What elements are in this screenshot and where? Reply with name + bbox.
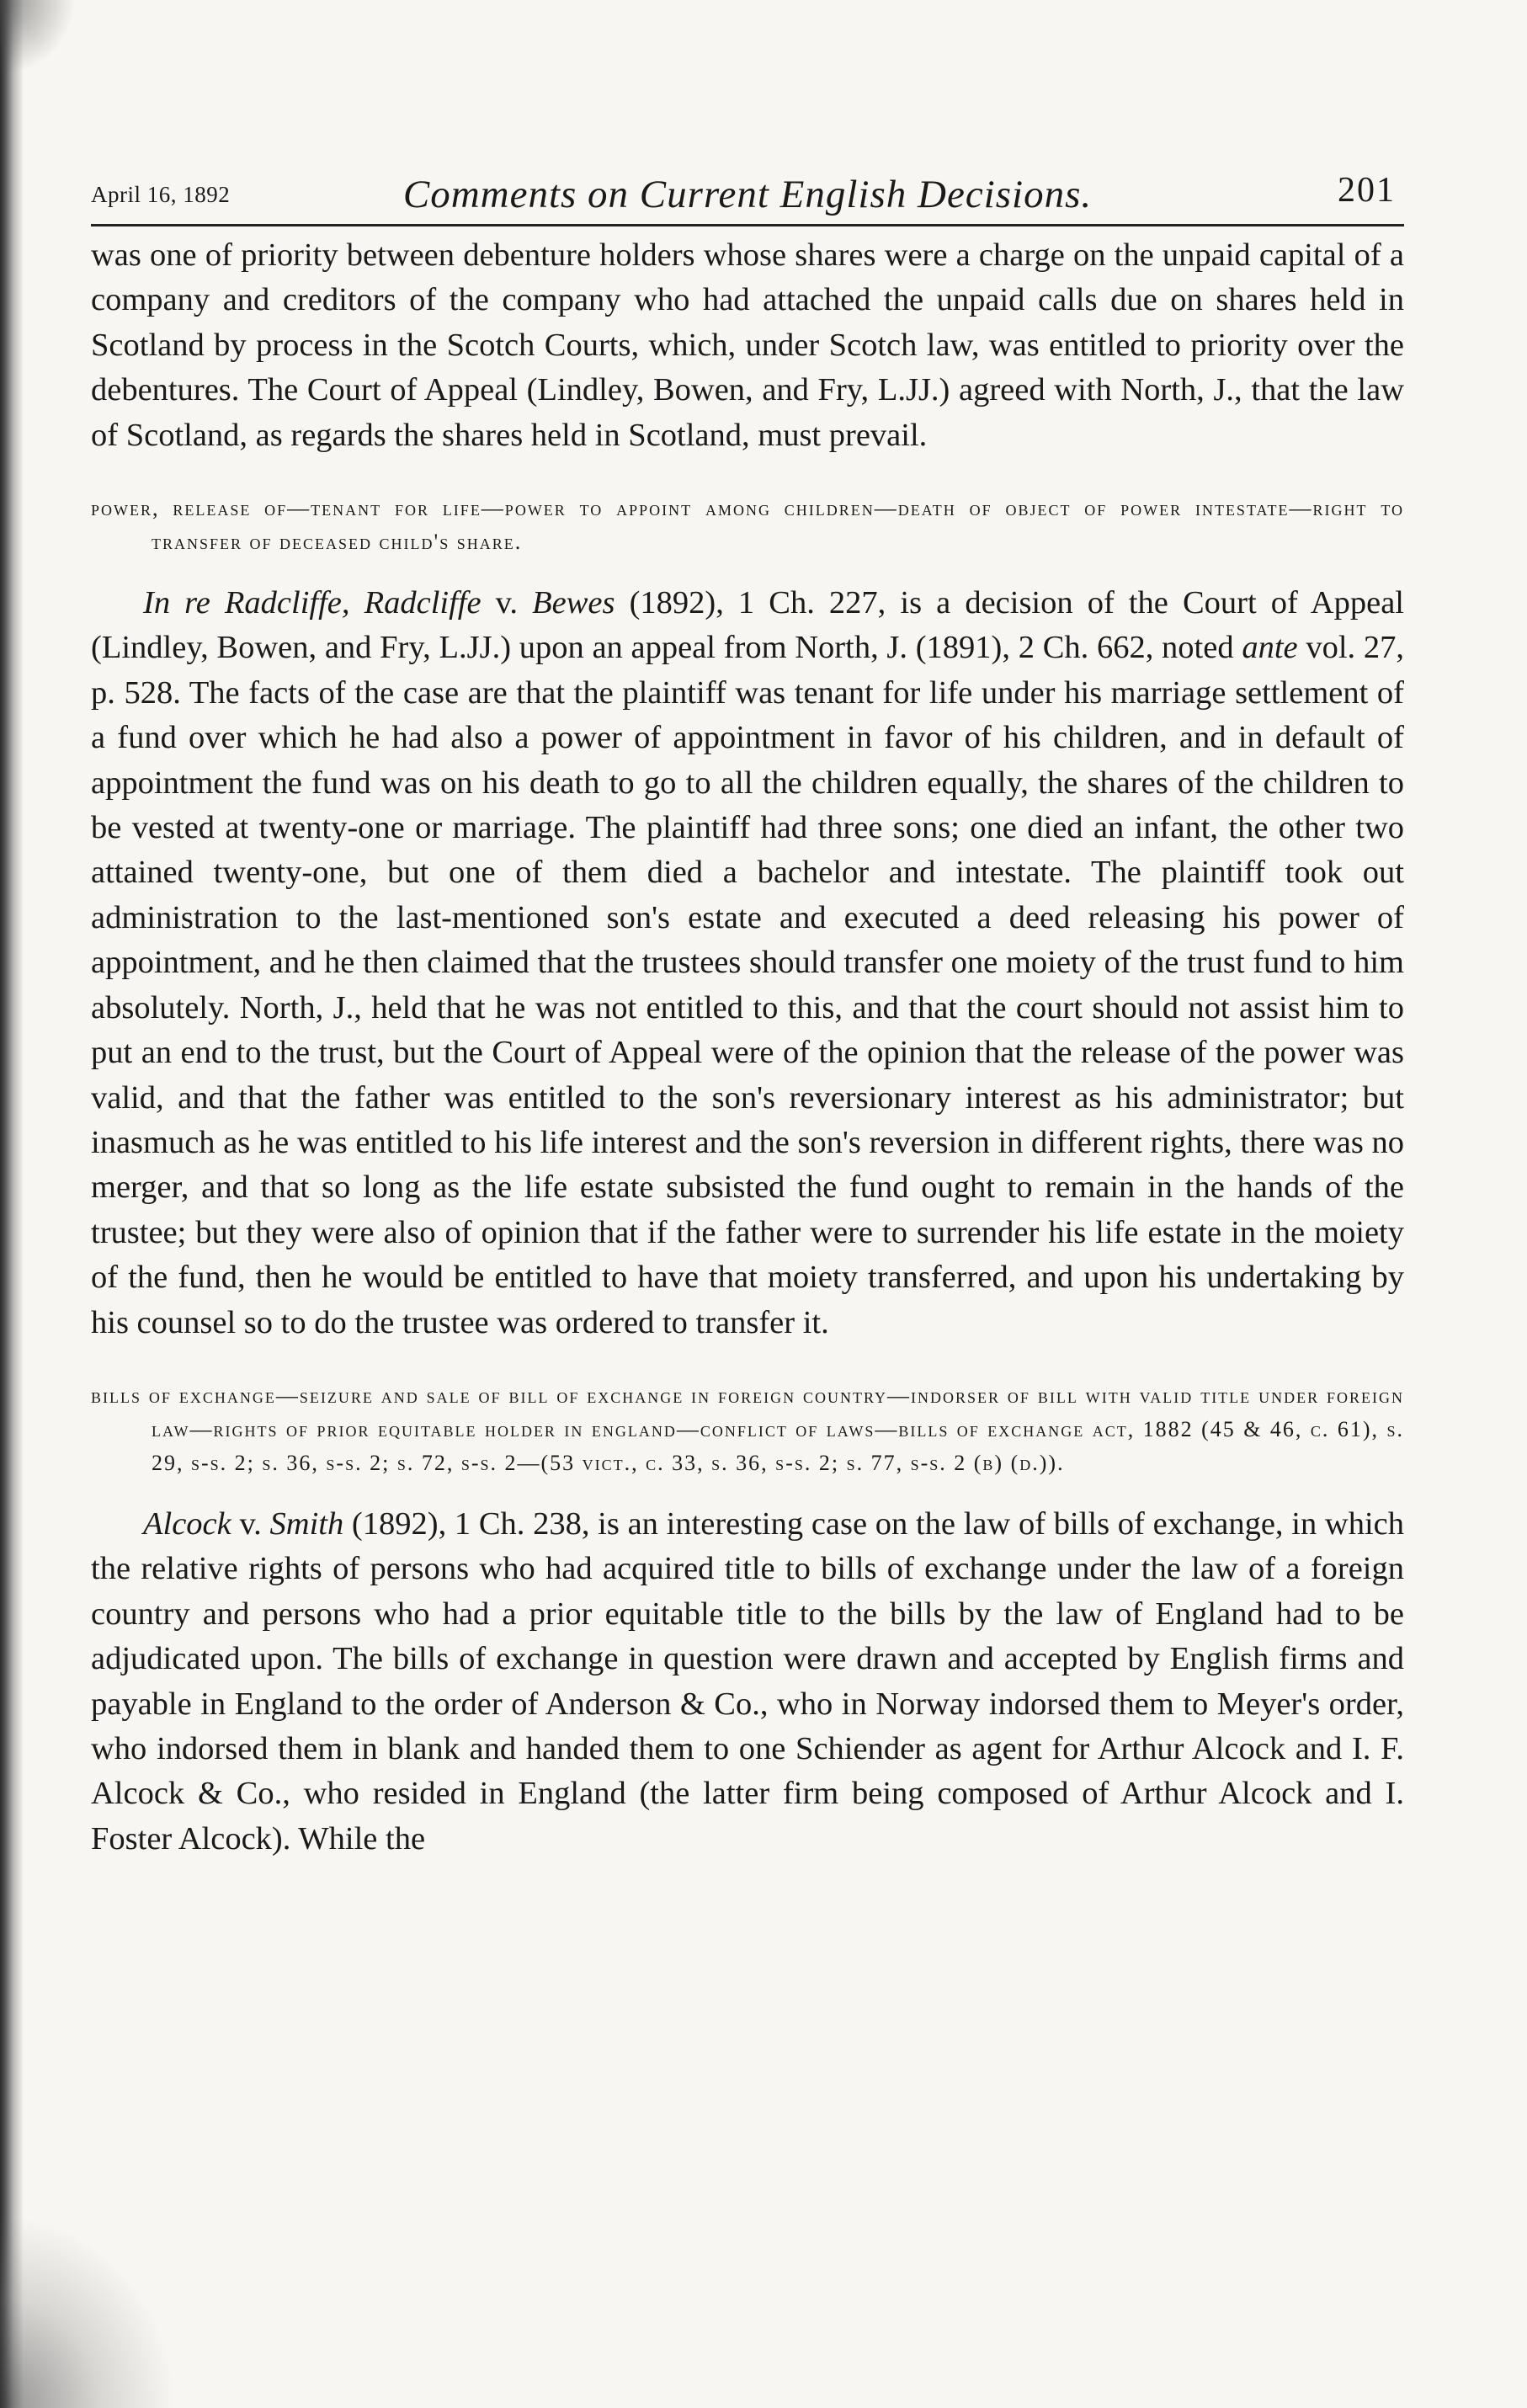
case-party-bewes: Bewes [532, 585, 615, 621]
section-heading-power-release: power, release of—tenant for life—power to appoint among children—death of object of power intestate—right to transfer of deceased child's share. [91, 496, 1404, 555]
section-heading-bills-of-exchange: bills of exchange—seizure and sale of bill of exchange in foreign country—indorser of bill with valid title under foreign law—rights of prior equitable holder in england—conflict of laws—bills of exchange act, 1882 (45 & 46, c. 61), s. 29, s-s. 2; s. 36, s-s. 2; s. 72, s-s. 2—(53 vict., c. 33, s. 36, s-s. 2; s. 77, s-s. 2 (b) (d.)). [91, 1382, 1404, 1475]
header-title: Comments on Current English Decisions. [402, 173, 1093, 216]
case-name-alcock: Alcock [143, 1505, 231, 1542]
case-versus: v. [231, 1505, 270, 1542]
case-versus: v. [481, 585, 533, 621]
header-date: April 16, 1892 [91, 182, 231, 207]
running-head [91, 160, 1404, 219]
paragraph-radcliffe-text-2: vol. 27, p. 528. The facts of the case are that the plaintiff was tenant for life under his marriage settlement of a fund over which he had also a power of appointment in favor of his children, and in default of appointment the fund was on his death to go to all the children equally, the shares of the children to be vested at twenty-one or marriage. The plaintiff had three sons; one died an infant, the other two attained twenty-one, but one of them died a bachelor and intestate. The plaintiff took out administration to the last-mentioned son's estate and executed a deed releasing his power of appointment, and he then claimed that the trustees should transfer one moiety of the trust fund to him absolutely. North, J., held that he was not entitled to this, and that the court should not assist him to put an end to the trust, but the Court of Appeal were of the opinion that the release of the power was valid, and that the father was entitled to the son's reversionary interest as his administrator; but inasmuch as he was entitled to his life interest and the son's reversion in different rights, there was no merger, and that so long as the life estate subsisted the fund ought to remain in the hands of the trustee; but they were also of opinion that if the father were to surrender his life estate in the moiety of the fund, then he would be entitled to have that moiety transferred, and upon his undertaking by his counsel so to do the trustee was ordered to transfer it. [91, 630, 1404, 1340]
case-name-radcliffe: In re Radcliffe, Radcliffe [143, 585, 482, 621]
paragraph-radcliffe [91, 581, 1404, 1345]
page [91, 160, 1404, 1862]
paragraph-alcock [91, 1502, 1404, 1862]
scan-shadow-top-left [0, 0, 76, 76]
paragraph-radcliffe-text-1: (1892), 1 Ch. 227, is a decision of the Court of Appeal (Lindley, Bowen, and Fry, L.JJ.) upon an appeal from North, J. (1891), 2 Ch. 662, noted [91, 585, 1404, 666]
page-number: 201 [1338, 171, 1396, 210]
header-rule [91, 224, 1404, 226]
scan-shadow-bottom-left [0, 2214, 177, 2408]
paragraph-continuation: was one of priority between debenture holders whose shares were a charge on the unpaid capital of a company and creditors of the company who had attached the unpaid calls due on shares held in Scotland by process in the Scotch Courts, which, under Scotch law, was entitled to priority over the debentures. The Court of Appeal (Lindley, Bowen, and Fry, L.JJ.) agreed with North, J., that the law of Scotland, as regards the shares held in Scotland, must prevail. [91, 237, 1404, 453]
paragraph-alcock-text: (1892), 1 Ch. 238, is an interesting case on the law of bills of exchange, in which the relative rights of persons who had acquired title to bills of exchange under the law of a foreign country and persons who had a prior equitable title to the bills by the law of England had to be adjudicated upon. The bills of exchange in question were drawn and accepted by English firms and payable in England to the order of Anderson & Co., who in Norway indorsed them to Meyer's order, who indorsed them in blank and handed them to one Schiender as agent for Arthur Alcock and I. F. Alcock & Co., who resided in England (the latter firm being composed of Arthur Alcock and I. Foster Alcock). While the [91, 1505, 1404, 1857]
case-party-smith: Smith [269, 1505, 344, 1542]
ante-reference: ante [1242, 630, 1298, 666]
scan-shadow-left-edge [0, 0, 24, 2408]
